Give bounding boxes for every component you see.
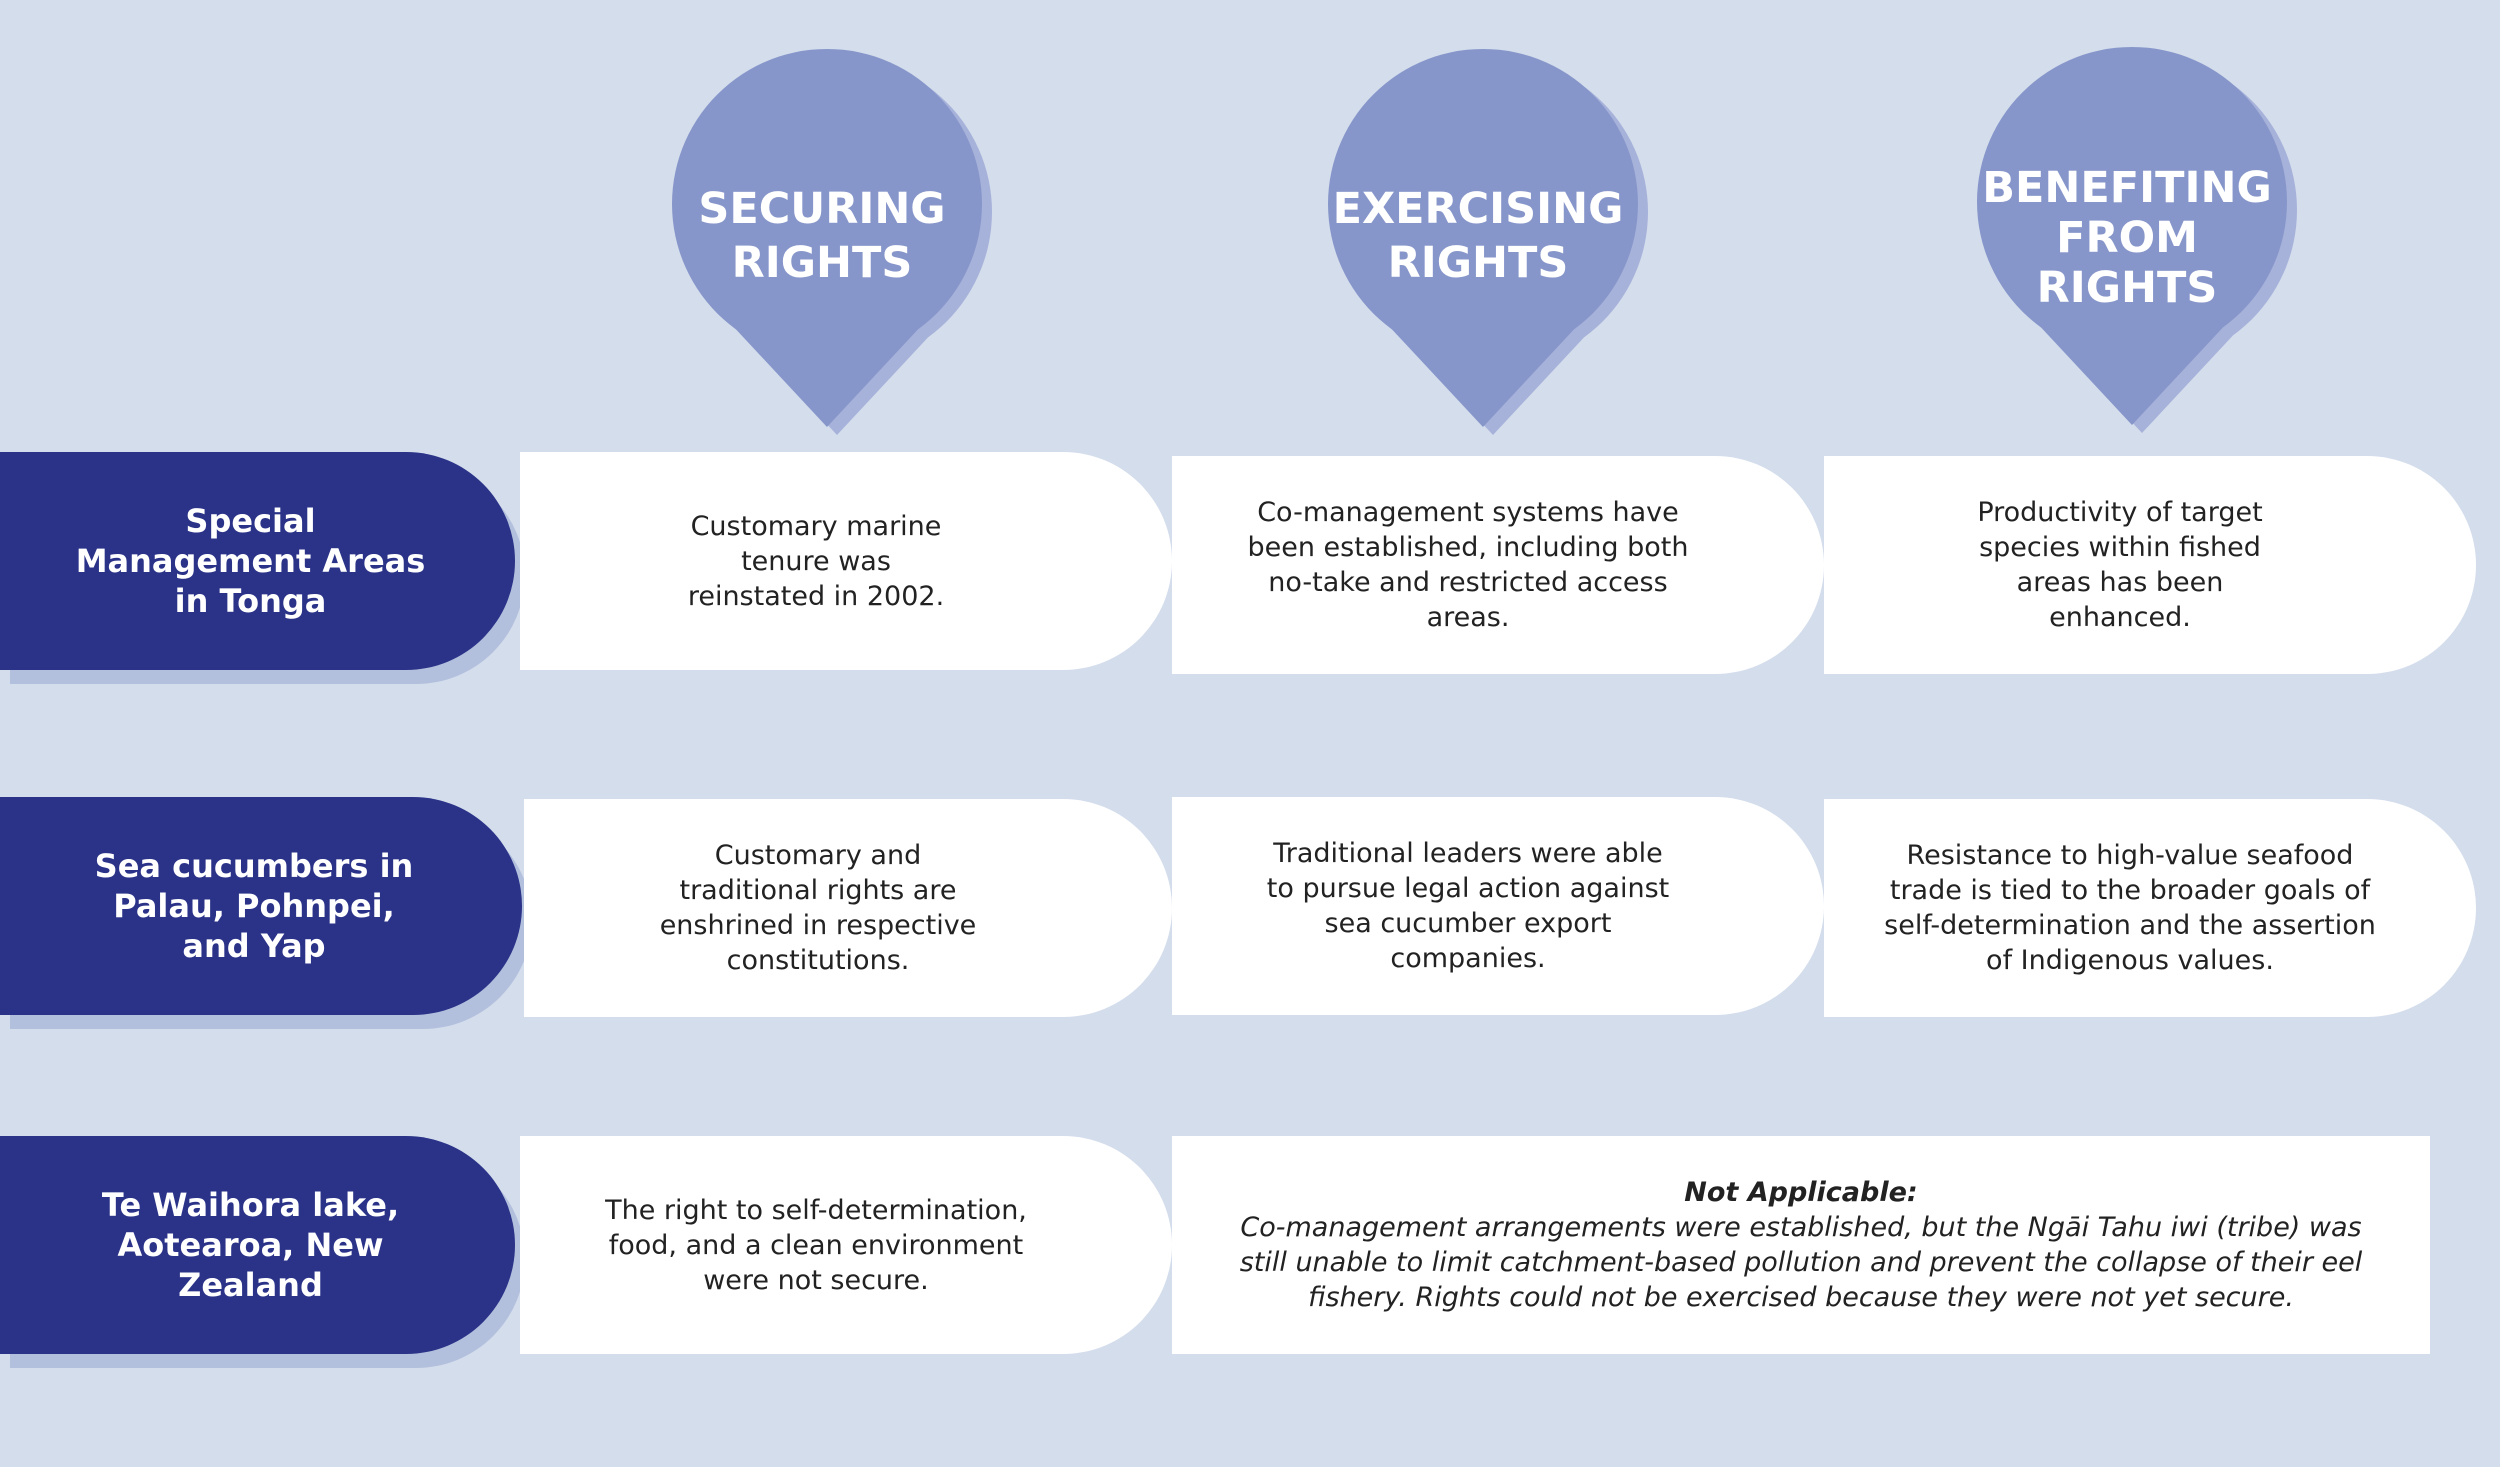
column-header-exercising-rights	[1323, 65, 1633, 465]
cell-tonga-exercising: Co-management systems have been established, including both no-take and restricted access areas.	[1172, 456, 1824, 674]
cell-sea-cucumbers-benefiting: Resistance to high-value seafood trade is tied to the broader goals of self-determination and the assertion of Indigenous values.	[1824, 799, 2476, 1017]
row-label-te-waihora: Te Waihora lake, Aotearoa, New Zealand	[0, 1136, 515, 1354]
cell-sea-cucumbers-exercising: Traditional leaders were able to pursue legal action against sea cucumber export companies.	[1172, 797, 1824, 1015]
row-label-sea-cucumbers: Sea cucumbers in Palau, Pohnpei, and Yap	[0, 797, 522, 1015]
column-header-securing-rights	[667, 65, 977, 465]
cell-tonga-securing: Customary marine tenure was reinstated in 2002.	[520, 452, 1172, 670]
bottom-stripe	[0, 1467, 2500, 1471]
column-title-benefiting-from-rights: BENEFITING FROM RIGHTS	[1982, 163, 2272, 313]
cell-te-waihora-not-applicable: Not Applicable: Co-management arrangements were established, but the Ngāi Tahu iwi (tribe) was still unable to limit catchment-based pollution and prevent the collapse of their eel fishery. Rights could not be exercised because they were not yet secure.	[1172, 1136, 2430, 1354]
column-header-benefiting-from-rights	[1972, 63, 2282, 463]
not-applicable-title: Not Applicable:	[1684, 1177, 1918, 1208]
column-title-exercising-rights: EXERCISING RIGHTS	[1332, 184, 1624, 288]
cell-te-waihora-securing: The right to self-determination, food, and a clean environment were not secure.	[520, 1136, 1172, 1354]
row-label-tonga: Special Management Areas in Tonga	[0, 452, 515, 670]
column-title-securing-rights: SECURING RIGHTS	[698, 184, 946, 288]
cell-sea-cucumbers-securing: Customary and traditional rights are enshrined in respective constitutions.	[524, 799, 1172, 1017]
cell-tonga-benefiting: Productivity of target species within fished areas has been enhanced.	[1824, 456, 2476, 674]
